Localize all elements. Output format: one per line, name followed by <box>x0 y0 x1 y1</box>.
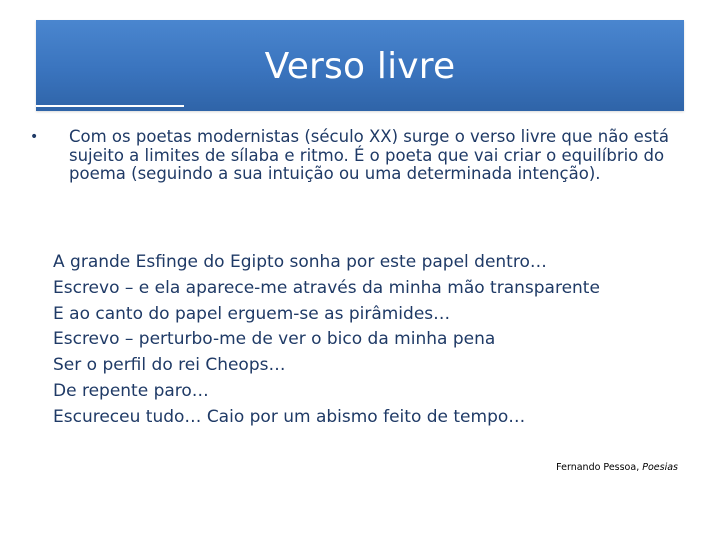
credit-author: Fernando Pessoa, <box>556 462 640 473</box>
credit-work: Poesias <box>642 462 678 473</box>
bullet-paragraph <box>30 128 680 184</box>
slide-title: Verso livre <box>264 46 456 87</box>
poem-line: A grande Esfinge do Egipto sonha por este papel dentro… <box>53 252 547 272</box>
poem-line: Escrevo – perturbo-me de ver o bico da minha pena <box>53 329 496 350</box>
poem-line: Ser o perfil do rei Cheops… <box>53 355 286 376</box>
poem-quote <box>53 250 693 431</box>
bullet-icon: • <box>30 129 39 145</box>
bullet-text: Com os poetas modernistas (século XX) surge o verso livre que não está sujeito a limites de sílaba e ritmo. É o poeta que vai criar o equilíbrio do poema (seguindo a sua intuição ou uma determinada intenção). <box>69 127 669 183</box>
title-underline-divider <box>36 105 184 107</box>
poem-line: E ao canto do papel erguem-se as pirâmides… <box>53 303 451 324</box>
poem-line: Escureceu tudo… Caio por um abismo feito de tempo… <box>53 406 526 427</box>
poem-credit <box>556 462 678 473</box>
poem-line: Escrevo – e ela aparece-me através da minha mão transparente <box>53 277 600 298</box>
poem-line: De repente paro… <box>53 380 209 401</box>
